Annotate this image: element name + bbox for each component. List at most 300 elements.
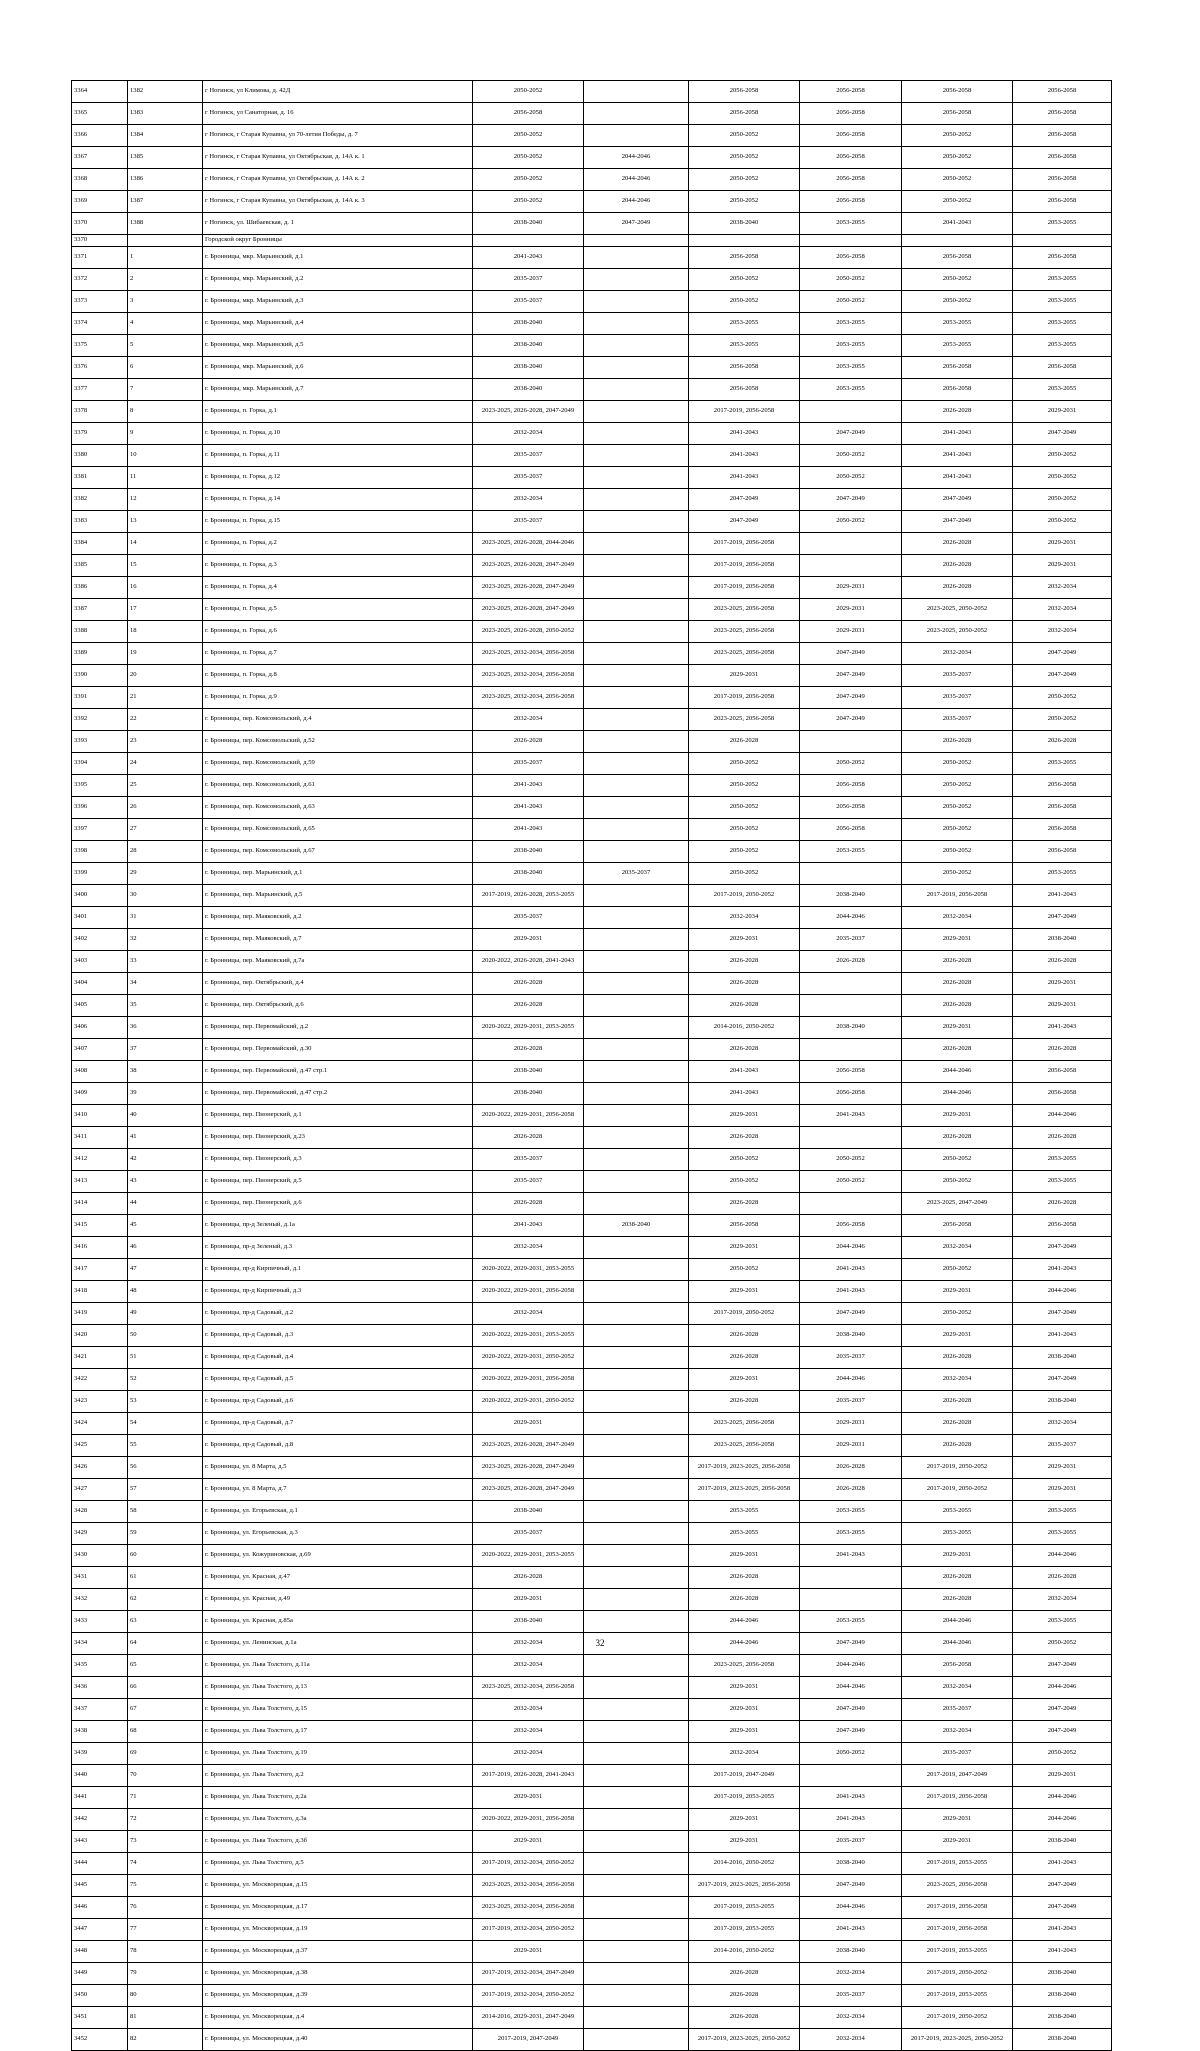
table-body [72, 81, 1112, 2051]
cell-address: г. Бронницы, пер. Комсомольский, д.59 [203, 753, 473, 775]
cell-overhaul-term-f: 2038-2040 [1013, 2029, 1112, 2051]
cell-overhaul-term-a: 2038-2040 [473, 1083, 584, 1105]
table-row [72, 643, 1112, 665]
cell-overhaul-term-d: 2041-2043 [800, 1919, 902, 1941]
cell-address: г. Бронницы, ул. Егорьевская, д.1 [203, 1501, 473, 1523]
cell-building-number: 32 [128, 929, 203, 951]
cell-overhaul-term-c: 2050-2052 [689, 1149, 800, 1171]
cell-overhaul-term-e: 2056-2058 [902, 357, 1013, 379]
cell-overhaul-term-e: 2023-2025, 2047-2049 [902, 1193, 1013, 1215]
cell-overhaul-term-a: 2026-2028 [473, 1039, 584, 1061]
cell-building-number: 43 [128, 1171, 203, 1193]
cell-building-number: 17 [128, 599, 203, 621]
cell-overhaul-term-f: 2032-2034 [1013, 1589, 1112, 1611]
cell-row-number: 3422 [72, 1369, 128, 1391]
cell-overhaul-term-d: 2041-2043 [800, 1281, 902, 1303]
cell-overhaul-term-c: 2014-2016, 2050-2052 [689, 1017, 800, 1039]
cell-building-number: 51 [128, 1347, 203, 1369]
cell-overhaul-term-d: 2044-2046 [800, 1237, 902, 1259]
cell-overhaul-term-a: 2017-2019, 2047-2049 [473, 2029, 584, 2051]
cell-overhaul-term-d [800, 1567, 902, 1589]
cell-overhaul-term-e: 2056-2058 [902, 247, 1013, 269]
cell-overhaul-term-f: 2053-2055 [1013, 379, 1112, 401]
cell-address: г. Бронницы, пер. Пионерский, д.23 [203, 1127, 473, 1149]
cell-overhaul-term-b [584, 1919, 689, 1941]
cell-building-number: 45 [128, 1215, 203, 1237]
table-row [72, 1567, 1112, 1589]
cell-row-number: 3440 [72, 1765, 128, 1787]
cell-overhaul-term-d [800, 401, 902, 423]
cell-overhaul-term-a: 2023-2025, 2032-2034, 2056-2058 [473, 1897, 584, 1919]
cell-overhaul-term-c: 2029-2031 [689, 1721, 800, 1743]
cell-overhaul-term-e: 2017-2019, 2023-2025, 2050-2052 [902, 2029, 1013, 2051]
cell-overhaul-term-b [584, 1567, 689, 1589]
cell-building-number: 9 [128, 423, 203, 445]
table-row [72, 313, 1112, 335]
cell-overhaul-term-f: 2029-2031 [1013, 401, 1112, 423]
cell-overhaul-term-c: 2017-2019, 2056-2058 [689, 577, 800, 599]
cell-building-number: 5 [128, 335, 203, 357]
cell-building-number: 2 [128, 269, 203, 291]
table-row [72, 819, 1112, 841]
cell-overhaul-term-a: 2038-2040 [473, 1061, 584, 1083]
cell-overhaul-term-d: 2047-2049 [800, 709, 902, 731]
cell-address: г. Бронницы, пер. Марьинский, д.1 [203, 863, 473, 885]
cell-overhaul-term-e: 2029-2031 [902, 1281, 1013, 1303]
cell-overhaul-term-a: 2050-2052 [473, 147, 584, 169]
table-row [72, 1325, 1112, 1347]
cell-overhaul-term-a: 2038-2040 [473, 313, 584, 335]
table-row [72, 665, 1112, 687]
cell-overhaul-term-d: 2053-2055 [800, 1523, 902, 1545]
cell-overhaul-term-e: 2026-2028 [902, 1039, 1013, 1061]
cell-overhaul-term-c: 2014-2016, 2050-2052 [689, 1941, 800, 1963]
cell-overhaul-term-a: 2023-2025, 2026-2028, 2047-2049 [473, 577, 584, 599]
cell-row-number: 3395 [72, 775, 128, 797]
table-row [72, 973, 1112, 995]
table-row [72, 1985, 1112, 2007]
cell-overhaul-term-b [584, 1743, 689, 1765]
cell-overhaul-term-e: 2053-2055 [902, 335, 1013, 357]
cell-overhaul-term-b [584, 1369, 689, 1391]
cell-overhaul-term-d [800, 235, 902, 247]
cell-overhaul-term-f: 2053-2055 [1013, 313, 1112, 335]
cell-overhaul-term-b [584, 1765, 689, 1787]
cell-overhaul-term-d: 2041-2043 [800, 1787, 902, 1809]
cell-overhaul-term-d [800, 995, 902, 1017]
cell-address: г. Бронницы, ул. 8 Марта, д.7 [203, 1479, 473, 1501]
cell-overhaul-term-b [584, 1259, 689, 1281]
cell-overhaul-term-a: 2023-2025, 2026-2028, 2047-2049 [473, 401, 584, 423]
cell-building-number: 60 [128, 1545, 203, 1567]
cell-overhaul-term-f: 2047-2049 [1013, 665, 1112, 687]
cell-address: г. Бронницы, пер. Пионерский, д.5 [203, 1171, 473, 1193]
cell-overhaul-term-b [584, 687, 689, 709]
cell-building-number: 19 [128, 643, 203, 665]
cell-overhaul-term-d: 2056-2058 [800, 1061, 902, 1083]
cell-overhaul-term-c: 2056-2058 [689, 81, 800, 103]
cell-overhaul-term-c: 2029-2031 [689, 1237, 800, 1259]
cell-row-number: 3396 [72, 797, 128, 819]
cell-building-number: 42 [128, 1149, 203, 1171]
cell-building-number: 34 [128, 973, 203, 995]
cell-row-number: 3417 [72, 1259, 128, 1281]
cell-overhaul-term-a: 2035-2037 [473, 1149, 584, 1171]
cell-row-number: 3423 [72, 1391, 128, 1413]
cell-overhaul-term-c: 2032-2034 [689, 907, 800, 929]
cell-row-number: 3434 [72, 1633, 128, 1655]
cell-overhaul-term-d [800, 863, 902, 885]
cell-overhaul-term-e: 2047-2049 [902, 511, 1013, 533]
cell-overhaul-term-d: 2047-2049 [800, 1699, 902, 1721]
cell-overhaul-term-d: 2026-2028 [800, 1479, 902, 1501]
cell-overhaul-term-c: 2050-2052 [689, 863, 800, 885]
cell-address: г. Бронницы, мкр. Марьинский, д.4 [203, 313, 473, 335]
cell-address: Городской округ Бронницы [203, 235, 473, 247]
cell-overhaul-term-f: 2041-2043 [1013, 1325, 1112, 1347]
cell-overhaul-term-c: 2017-2019, 2050-2052 [689, 1303, 800, 1325]
cell-overhaul-term-f: 2026-2028 [1013, 951, 1112, 973]
table-row [72, 841, 1112, 863]
table-row [72, 1853, 1112, 1875]
table-row [72, 445, 1112, 467]
cell-address: г. Бронницы, ул. 8 Марта, д.5 [203, 1457, 473, 1479]
cell-overhaul-term-a: 2023-2025, 2032-2034, 2056-2058 [473, 1677, 584, 1699]
cell-row-number: 3418 [72, 1281, 128, 1303]
cell-address: г. Бронницы, ул. Москворецкая, д.38 [203, 1963, 473, 1985]
cell-address: г. Бронницы, мкр. Марьинский, д.6 [203, 357, 473, 379]
table-row [72, 1523, 1112, 1545]
cell-overhaul-term-e: 2050-2052 [902, 775, 1013, 797]
table-row [72, 2029, 1112, 2051]
cell-row-number: 3406 [72, 1017, 128, 1039]
cell-overhaul-term-f: 2056-2058 [1013, 191, 1112, 213]
cell-building-number: 24 [128, 753, 203, 775]
cell-overhaul-term-a: 2041-2043 [473, 797, 584, 819]
cell-overhaul-term-c: 2017-2019, 2056-2058 [689, 555, 800, 577]
cell-overhaul-term-b [584, 2029, 689, 2051]
cell-building-number: 27 [128, 819, 203, 841]
cell-overhaul-term-a: 2020-2022, 2029-2031, 2050-2052 [473, 1391, 584, 1413]
cell-overhaul-term-a: 2029-2031 [473, 1787, 584, 1809]
cell-row-number: 3429 [72, 1523, 128, 1545]
cell-row-number: 3409 [72, 1083, 128, 1105]
cell-overhaul-term-b [584, 423, 689, 445]
cell-overhaul-term-c: 2047-2049 [689, 511, 800, 533]
cell-address: г. Бронницы, ул. Льва Толстого, д.11а [203, 1655, 473, 1677]
cell-overhaul-term-a: 2032-2034 [473, 1699, 584, 1721]
cell-overhaul-term-c: 2050-2052 [689, 291, 800, 313]
cell-overhaul-term-c: 2050-2052 [689, 841, 800, 863]
cell-address: г. Бронницы, пр-д Садовый, д.2 [203, 1303, 473, 1325]
cell-building-number: 76 [128, 1897, 203, 1919]
cell-overhaul-term-a: 2023-2025, 2026-2028, 2050-2052 [473, 621, 584, 643]
cell-address: г. Бронницы, пер. Первомайский, д.47 стр.2 [203, 1083, 473, 1105]
cell-overhaul-term-c: 2056-2058 [689, 247, 800, 269]
cell-overhaul-term-c: 2050-2052 [689, 191, 800, 213]
cell-address: г. Бронницы, пр-д Садовый, д.3 [203, 1325, 473, 1347]
cell-overhaul-term-d: 2047-2049 [800, 1875, 902, 1897]
cell-overhaul-term-b [584, 1501, 689, 1523]
cell-overhaul-term-a: 2020-2022, 2029-2031, 2053-2055 [473, 1017, 584, 1039]
cell-overhaul-term-a: 2032-2034 [473, 489, 584, 511]
cell-building-number: 52 [128, 1369, 203, 1391]
table-row [72, 555, 1112, 577]
cell-overhaul-term-b [584, 819, 689, 841]
cell-overhaul-term-f: 2044-2046 [1013, 1809, 1112, 1831]
cell-building-number: 22 [128, 709, 203, 731]
cell-overhaul-term-a: 2020-2022, 2029-2031, 2056-2058 [473, 1809, 584, 1831]
table-row [72, 169, 1112, 191]
cell-address: г. Бронницы, п. Горка, д.10 [203, 423, 473, 445]
cell-overhaul-term-f: 2029-2031 [1013, 1765, 1112, 1787]
cell-building-number: 59 [128, 1523, 203, 1545]
cell-overhaul-term-f: 2053-2055 [1013, 1611, 1112, 1633]
cell-overhaul-term-a: 2023-2025, 2032-2034, 2056-2058 [473, 1875, 584, 1897]
cell-row-number: 3421 [72, 1347, 128, 1369]
cell-overhaul-term-c: 2050-2052 [689, 819, 800, 841]
cell-overhaul-term-e: 2050-2052 [902, 1303, 1013, 1325]
cell-row-number: 3424 [72, 1413, 128, 1435]
cell-overhaul-term-c: 2023-2025, 2056-2058 [689, 599, 800, 621]
cell-overhaul-term-d: 2056-2058 [800, 147, 902, 169]
table-row [72, 1743, 1112, 1765]
cell-overhaul-term-f: 2041-2043 [1013, 1853, 1112, 1875]
cell-overhaul-term-a: 2026-2028 [473, 995, 584, 1017]
cell-overhaul-term-e: 2050-2052 [902, 841, 1013, 863]
cell-overhaul-term-d: 2047-2049 [800, 643, 902, 665]
table-row [72, 357, 1112, 379]
cell-overhaul-term-c: 2023-2025, 2056-2058 [689, 1655, 800, 1677]
cell-overhaul-term-d [800, 1193, 902, 1215]
table-row [72, 1611, 1112, 1633]
cell-overhaul-term-b [584, 1061, 689, 1083]
cell-overhaul-term-f: 2050-2052 [1013, 511, 1112, 533]
cell-overhaul-term-a: 2038-2040 [473, 335, 584, 357]
cell-overhaul-term-f: 2056-2058 [1013, 1083, 1112, 1105]
cell-overhaul-term-e: 2029-2031 [902, 1545, 1013, 1567]
cell-overhaul-term-d: 2056-2058 [800, 125, 902, 147]
cell-overhaul-term-d: 2053-2055 [800, 213, 902, 235]
cell-overhaul-term-a: 2023-2025, 2026-2028, 2047-2049 [473, 599, 584, 621]
cell-row-number: 3446 [72, 1897, 128, 1919]
cell-overhaul-term-f [1013, 235, 1112, 247]
cell-overhaul-term-c: 2050-2052 [689, 797, 800, 819]
cell-building-number: 14 [128, 533, 203, 555]
cell-overhaul-term-f: 2047-2049 [1013, 643, 1112, 665]
cell-overhaul-term-d: 2038-2040 [800, 1941, 902, 1963]
cell-address: г. Бронницы, мкр. Марьинский, д.2 [203, 269, 473, 291]
cell-overhaul-term-a: 2029-2031 [473, 929, 584, 951]
cell-address: г. Бронницы, пр-д Садовый, д.8 [203, 1435, 473, 1457]
cell-overhaul-term-b [584, 1303, 689, 1325]
cell-overhaul-term-e: 2050-2052 [902, 147, 1013, 169]
cell-overhaul-term-d: 2053-2055 [800, 357, 902, 379]
cell-overhaul-term-e: 2044-2046 [902, 1633, 1013, 1655]
cell-address: г. Бронницы, ул. Ленинская, д.1а [203, 1633, 473, 1655]
table-row [72, 1127, 1112, 1149]
cell-address: г. Бронницы, пер. Первомайский, д.2 [203, 1017, 473, 1039]
cell-overhaul-term-a: 2026-2028 [473, 1193, 584, 1215]
cell-overhaul-term-e: 2041-2043 [902, 423, 1013, 445]
cell-overhaul-term-c: 2026-2028 [689, 1391, 800, 1413]
cell-overhaul-term-f: 2038-2040 [1013, 929, 1112, 951]
cell-overhaul-term-e: 2035-2037 [902, 709, 1013, 731]
cell-overhaul-term-b [584, 555, 689, 577]
cell-overhaul-term-f: 2050-2052 [1013, 1743, 1112, 1765]
cell-building-number: 6 [128, 357, 203, 379]
cell-overhaul-term-c: 2023-2025, 2056-2058 [689, 1413, 800, 1435]
cell-overhaul-term-e: 2047-2049 [902, 489, 1013, 511]
cell-overhaul-term-d: 2029-2031 [800, 621, 902, 643]
cell-overhaul-term-e: 2029-2031 [902, 1809, 1013, 1831]
cell-overhaul-term-d [800, 973, 902, 995]
cell-building-number: 71 [128, 1787, 203, 1809]
cell-row-number: 3450 [72, 1985, 128, 2007]
cell-overhaul-term-f: 2041-2043 [1013, 885, 1112, 907]
cell-address: г. Бронницы, ул. Красная, д.85а [203, 1611, 473, 1633]
cell-overhaul-term-e: 2026-2028 [902, 555, 1013, 577]
cell-overhaul-term-f: 2056-2058 [1013, 841, 1112, 863]
cell-overhaul-term-d: 2047-2049 [800, 1303, 902, 1325]
cell-overhaul-term-d: 2032-2034 [800, 2007, 902, 2029]
cell-overhaul-term-b [584, 401, 689, 423]
cell-overhaul-term-a: 2038-2040 [473, 863, 584, 885]
cell-building-number: 57 [128, 1479, 203, 1501]
cell-row-number: 3402 [72, 929, 128, 951]
cell-building-number: 1 [128, 247, 203, 269]
cell-overhaul-term-f: 2047-2049 [1013, 907, 1112, 929]
cell-building-number: 1383 [128, 103, 203, 125]
cell-overhaul-term-a: 2041-2043 [473, 1215, 584, 1237]
cell-overhaul-term-e: 2029-2031 [902, 1325, 1013, 1347]
cell-overhaul-term-a: 2026-2028 [473, 1127, 584, 1149]
cell-address: г. Бронницы, ул. Льва Толстого, д.3б [203, 1831, 473, 1853]
cell-overhaul-term-b [584, 1589, 689, 1611]
cell-overhaul-term-a: 2020-2022, 2029-2031, 2056-2058 [473, 1369, 584, 1391]
cell-row-number: 3376 [72, 357, 128, 379]
cell-overhaul-term-c: 2029-2031 [689, 929, 800, 951]
table-row [72, 1039, 1112, 1061]
cell-building-number: 33 [128, 951, 203, 973]
cell-overhaul-term-b [584, 1193, 689, 1215]
cell-overhaul-term-d: 2038-2040 [800, 1325, 902, 1347]
cell-building-number: 18 [128, 621, 203, 643]
cell-overhaul-term-f: 2056-2058 [1013, 357, 1112, 379]
cell-address: г. Бронницы, п. Горка, д.2 [203, 533, 473, 555]
cell-overhaul-term-c: 2026-2028 [689, 1567, 800, 1589]
cell-overhaul-term-d: 2038-2040 [800, 1853, 902, 1875]
cell-building-number: 28 [128, 841, 203, 863]
cell-overhaul-term-b [584, 533, 689, 555]
cell-overhaul-term-a: 2023-2025, 2026-2028, 2047-2049 [473, 1479, 584, 1501]
cell-overhaul-term-a: 2032-2034 [473, 709, 584, 731]
cell-overhaul-term-d: 2053-2055 [800, 379, 902, 401]
cell-overhaul-term-e: 2053-2055 [902, 313, 1013, 335]
cell-address: г. Бронницы, п. Горка, д.9 [203, 687, 473, 709]
cell-overhaul-term-f: 2056-2058 [1013, 247, 1112, 269]
cell-building-number: 1385 [128, 147, 203, 169]
cell-building-number: 77 [128, 1919, 203, 1941]
cell-overhaul-term-b [584, 1655, 689, 1677]
table-row [72, 1083, 1112, 1105]
cell-row-number: 3439 [72, 1743, 128, 1765]
cell-overhaul-term-b [584, 577, 689, 599]
cell-overhaul-term-a: 2035-2037 [473, 1523, 584, 1545]
cell-overhaul-term-b [584, 2007, 689, 2029]
cell-row-number: 3433 [72, 1611, 128, 1633]
table-row [72, 1391, 1112, 1413]
cell-row-number: 3403 [72, 951, 128, 973]
cell-address: г. Бронницы, ул. Льва Толстого, д.5 [203, 1853, 473, 1875]
cell-overhaul-term-c: 2029-2031 [689, 1369, 800, 1391]
cell-row-number: 3365 [72, 103, 128, 125]
cell-address: г. Бронницы, пр-д Зеленый, д.1а [203, 1215, 473, 1237]
table-row [72, 1017, 1112, 1039]
cell-address: г. Бронницы, ул. Москворецкая, д.15 [203, 1875, 473, 1897]
cell-row-number: 3391 [72, 687, 128, 709]
cell-overhaul-term-a: 2020-2022, 2029-2031, 2053-2055 [473, 1259, 584, 1281]
cell-row-number: 3419 [72, 1303, 128, 1325]
cell-overhaul-term-d: 2041-2043 [800, 1809, 902, 1831]
cell-overhaul-term-c: 2017-2019, 2056-2058 [689, 533, 800, 555]
cell-overhaul-term-c: 2029-2031 [689, 1677, 800, 1699]
cell-address: г. Бронницы, ул. Льва Толстого, д.2 [203, 1765, 473, 1787]
cell-building-number: 72 [128, 1809, 203, 1831]
cell-row-number: 3428 [72, 1501, 128, 1523]
cell-row-number: 3385 [72, 555, 128, 577]
cell-overhaul-term-d: 2044-2046 [800, 1369, 902, 1391]
cell-building-number: 30 [128, 885, 203, 907]
cell-overhaul-term-d: 2056-2058 [800, 103, 902, 125]
cell-overhaul-term-b [584, 1721, 689, 1743]
cell-building-number: 75 [128, 1875, 203, 1897]
cell-overhaul-term-f: 2038-2040 [1013, 1831, 1112, 1853]
cell-row-number: 3377 [72, 379, 128, 401]
cell-overhaul-term-d: 2050-2052 [800, 1171, 902, 1193]
cell-overhaul-term-e: 2050-2052 [902, 169, 1013, 191]
cell-overhaul-term-c: 2050-2052 [689, 1171, 800, 1193]
cell-overhaul-term-b [584, 247, 689, 269]
cell-address: г. Бронницы, ул. Льва Толстого, д.13 [203, 1677, 473, 1699]
cell-row-number: 3420 [72, 1325, 128, 1347]
table-row [72, 1347, 1112, 1369]
cell-row-number: 3437 [72, 1699, 128, 1721]
table-row [72, 291, 1112, 313]
cell-row-number: 3441 [72, 1787, 128, 1809]
cell-overhaul-term-d: 2050-2052 [800, 467, 902, 489]
cell-building-number: 1388 [128, 213, 203, 235]
cell-overhaul-term-e: 2050-2052 [902, 753, 1013, 775]
cell-overhaul-term-b [584, 1347, 689, 1369]
cell-overhaul-term-c: 2044-2046 [689, 1611, 800, 1633]
table-row [72, 907, 1112, 929]
cell-overhaul-term-b [584, 1281, 689, 1303]
cell-overhaul-term-c [689, 235, 800, 247]
cell-address: г. Бронницы, п. Горка, д.12 [203, 467, 473, 489]
table-row [72, 1215, 1112, 1237]
cell-building-number: 36 [128, 1017, 203, 1039]
cell-overhaul-term-d: 2035-2037 [800, 1391, 902, 1413]
cell-building-number: 64 [128, 1633, 203, 1655]
cell-overhaul-term-f: 2047-2049 [1013, 1699, 1112, 1721]
cell-row-number: 3371 [72, 247, 128, 269]
cell-overhaul-term-a: 2038-2040 [473, 379, 584, 401]
cell-overhaul-term-d [800, 1039, 902, 1061]
cell-address: г. Бронницы, п. Горка, д.3 [203, 555, 473, 577]
cell-building-number: 73 [128, 1831, 203, 1853]
cell-row-number: 3364 [72, 81, 128, 103]
